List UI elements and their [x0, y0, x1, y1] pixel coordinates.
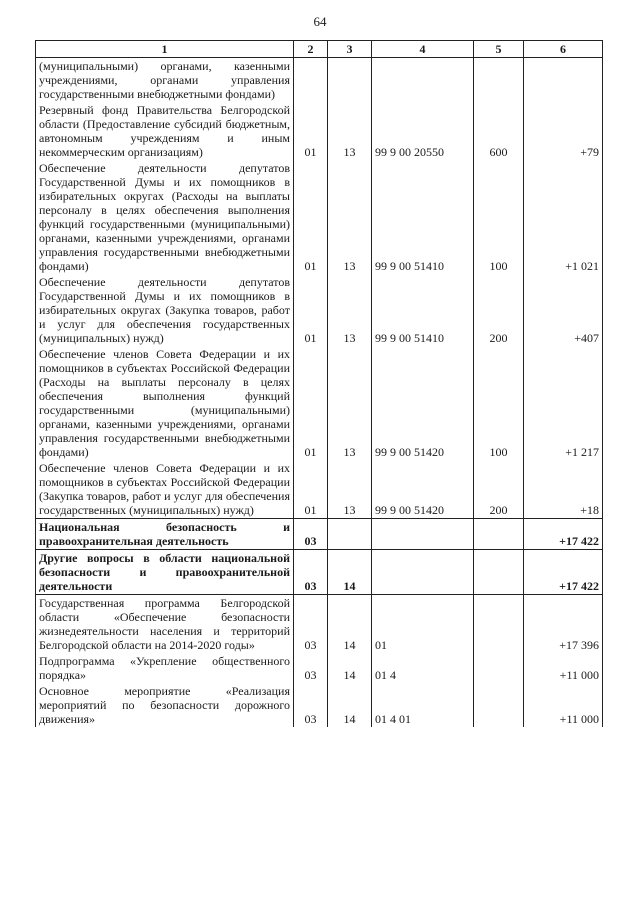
- cell-c4: 01: [372, 595, 474, 654]
- cell-c5: [474, 595, 524, 654]
- cell-c3: 13: [328, 346, 372, 460]
- row-description: Резервный фонд Правительства Белгородской области (Предоставление субсидий бюджетным, автономным учреждениям и иным некоммерческим организациям): [36, 102, 294, 160]
- cell-c4: 99 9 00 51410: [372, 274, 474, 346]
- cell-c6: +407: [524, 274, 603, 346]
- cell-c3: 13: [328, 160, 372, 274]
- cell-c2: 03: [294, 683, 328, 727]
- page-number: 64: [313, 14, 327, 29]
- row-description: Другие вопросы в области национальной безопасности и правоохранительной деятельности: [36, 550, 294, 595]
- table-row: [36, 58, 603, 103]
- budget-table: [35, 40, 603, 727]
- cell-c6: +17 422: [524, 519, 603, 550]
- cell-c3: 14: [328, 683, 372, 727]
- row-description: Обеспечение членов Совета Федерации и их помощников в субъектах Российской Федерации (Расходы на выплаты персоналу в целях обеспечения выполнения функций государственными (муниципальными) органами, казенными учреждениями, органами управления государственными внебюджетными фондами): [36, 346, 294, 460]
- cell-c6: +17 396: [524, 595, 603, 654]
- cell-c2: 01: [294, 102, 328, 160]
- cell-c3: 13: [328, 102, 372, 160]
- column-header-2: 2: [294, 41, 328, 58]
- table-row: [36, 550, 603, 595]
- cell-c4: 01 4 01: [372, 683, 474, 727]
- cell-c3: [328, 519, 372, 550]
- cell-c3: [328, 58, 372, 103]
- row-description: Подпрограмма «Укрепление общественного порядка»: [36, 653, 294, 683]
- table-row: [36, 683, 603, 727]
- cell-c4: 99 9 00 20550: [372, 102, 474, 160]
- cell-c3: 14: [328, 595, 372, 654]
- table-row: [36, 346, 603, 460]
- cell-c2: 01: [294, 160, 328, 274]
- cell-c6: +17 422: [524, 550, 603, 595]
- cell-c5: [474, 519, 524, 550]
- row-description: Обеспечение деятельности депутатов Государственной Думы и их помощников в избирательных округах (Расходы на выплаты персоналу в целях обеспечения выполнения функций государственными (муниципальными) органами, казенными учреждениями, органами управления государственными внебюджетными фондами): [36, 160, 294, 274]
- row-description: Обеспечение деятельности депутатов Государственной Думы и их помощников в избирательных округах (Закупка товаров, работ и услуг для обеспечения государственных (муниципальных) нужд): [36, 274, 294, 346]
- table-row: [36, 595, 603, 654]
- table-row: [36, 274, 603, 346]
- row-description: (муниципальными) органами, казенными учреждениями, органами управления государственными внебюджетными фондами): [36, 58, 294, 103]
- cell-c5: 200: [474, 460, 524, 519]
- row-description: Национальная безопасность и правоохранительная деятельность: [36, 519, 294, 550]
- cell-c5: [474, 550, 524, 595]
- cell-c3: 13: [328, 460, 372, 519]
- cell-c2: 03: [294, 550, 328, 595]
- cell-c2: 03: [294, 519, 328, 550]
- table-row: [36, 102, 603, 160]
- column-header-3: 3: [328, 41, 372, 58]
- cell-c4: [372, 58, 474, 103]
- cell-c6: +11 000: [524, 683, 603, 727]
- column-header-4: 4: [372, 41, 474, 58]
- table-row: [36, 460, 603, 519]
- cell-c5: 100: [474, 160, 524, 274]
- cell-c6: +79: [524, 102, 603, 160]
- cell-c6: +11 000: [524, 653, 603, 683]
- cell-c2: 03: [294, 595, 328, 654]
- cell-c6: +1 217: [524, 346, 603, 460]
- cell-c4: [372, 550, 474, 595]
- cell-c4: 99 9 00 51410: [372, 160, 474, 274]
- cell-c5: [474, 683, 524, 727]
- cell-c5: 200: [474, 274, 524, 346]
- cell-c6: +18: [524, 460, 603, 519]
- cell-c4: [372, 519, 474, 550]
- cell-c5: 100: [474, 346, 524, 460]
- row-description: Государственная программа Белгородской области «Обеспечение безопасности жизнедеятельности населения и территорий Белгородской области на 2014-2020 годы»: [36, 595, 294, 654]
- table-row: [36, 519, 603, 550]
- table-row: [36, 653, 603, 683]
- column-header-6: 6: [524, 41, 603, 58]
- cell-c5: [474, 653, 524, 683]
- column-header-1: 1: [36, 41, 294, 58]
- cell-c5: [474, 58, 524, 103]
- row-description: Основное мероприятие «Реализация мероприятий по безопасности дорожного движения»: [36, 683, 294, 727]
- cell-c2: 03: [294, 653, 328, 683]
- cell-c6: +1 021: [524, 160, 603, 274]
- row-description: Обеспечение членов Совета Федерации и их помощников в субъектах Российской Федерации (Закупка товаров, работ и услуг для обеспечения государственных (муниципальных) нужд): [36, 460, 294, 519]
- cell-c2: 01: [294, 274, 328, 346]
- cell-c4: 99 9 00 51420: [372, 460, 474, 519]
- cell-c2: 01: [294, 346, 328, 460]
- cell-c2: [294, 58, 328, 103]
- cell-c6: [524, 58, 603, 103]
- table-row: [36, 160, 603, 274]
- cell-c4: 99 9 00 51420: [372, 346, 474, 460]
- cell-c2: 01: [294, 460, 328, 519]
- table-header-row: [36, 41, 603, 58]
- cell-c3: 14: [328, 653, 372, 683]
- cell-c5: 600: [474, 102, 524, 160]
- cell-c3: 13: [328, 274, 372, 346]
- cell-c3: 14: [328, 550, 372, 595]
- column-header-5: 5: [474, 41, 524, 58]
- cell-c4: 01 4: [372, 653, 474, 683]
